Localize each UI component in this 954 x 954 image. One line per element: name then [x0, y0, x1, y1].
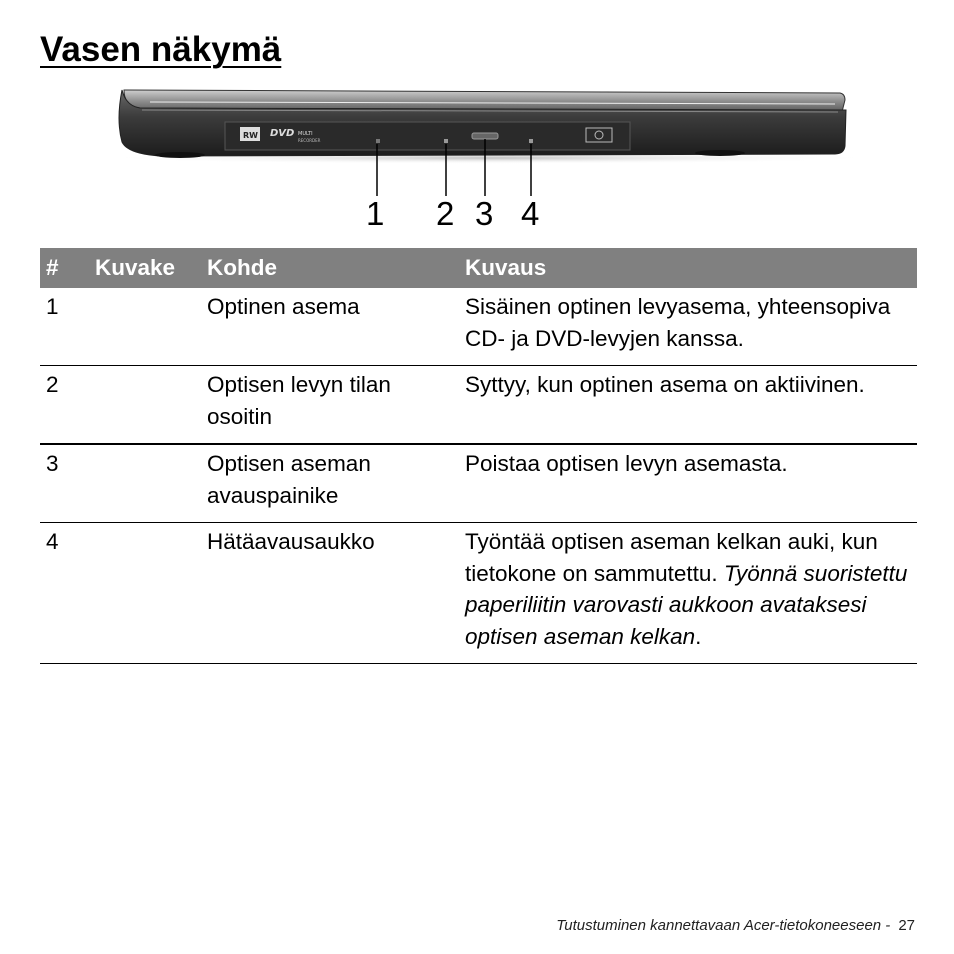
laptop-left-side-figure [100, 80, 890, 245]
multi-logo-text: MULTI [298, 131, 313, 137]
optical-drive-marker [376, 139, 380, 143]
table-row [40, 523, 917, 664]
header-number: # [40, 248, 89, 288]
row-description-text: Työntää optisen aseman kelkan auki, kun tietokone on sammutettu. [465, 529, 878, 586]
table-row [40, 288, 917, 366]
row-icon [89, 444, 201, 523]
page-number: 27 [898, 917, 915, 934]
row-note: Työnnä suoristettu paperiliitin varovasti aukkoon avataksesi optisen aseman kelkan [465, 560, 908, 649]
row-number: 3 [40, 444, 89, 523]
recorder-logo-text: RECORDER [298, 138, 321, 143]
header-description: Kuvaus [459, 248, 917, 288]
row-icon [89, 366, 201, 445]
row-description: Syttyy, kun optinen asema on aktiivinen. [459, 366, 917, 445]
table-row [40, 444, 917, 523]
row-description: Poistaa optisen levyn asemasta. [459, 444, 917, 523]
row-description [459, 523, 917, 664]
page-footer [556, 917, 915, 934]
rw-logo-text: RW [243, 131, 258, 140]
callout-1: 1 [366, 195, 385, 232]
ports-table [40, 248, 917, 664]
row-number: 4 [40, 523, 89, 664]
row-number: 2 [40, 366, 89, 445]
table-row [40, 366, 917, 445]
header-item: Kohde [201, 248, 459, 288]
row-description: Sisäinen optinen levyasema, yhteensopiva CD- ja DVD-levyjen kanssa. [459, 288, 917, 366]
row-item: Hätäavausaukko [201, 523, 459, 664]
callout-3: 3 [475, 195, 494, 232]
row-number: 1 [40, 288, 89, 366]
row-note-end: . [695, 623, 702, 649]
status-indicator-led [444, 139, 448, 143]
callout-2: 2 [436, 195, 455, 232]
callout-4: 4 [521, 195, 540, 232]
emergency-eject-hole [529, 139, 533, 143]
laptop-side-illustration [100, 80, 890, 245]
row-item: Optisen aseman avauspainike [201, 444, 459, 523]
header-icon: Kuvake [89, 248, 201, 288]
row-icon [89, 288, 201, 366]
table-header-row [40, 248, 917, 288]
eject-button [472, 133, 498, 139]
footer-text: Tutustuminen kannettavaan Acer-tietokoneeseen - [556, 917, 891, 934]
row-item: Optisen levyn tilan osoitin [201, 366, 459, 445]
page-title: Vasen näkymä [40, 30, 282, 69]
dvd-logo-text: DVD [270, 128, 295, 139]
row-icon [89, 523, 201, 664]
row-item: Optinen asema [201, 288, 459, 366]
